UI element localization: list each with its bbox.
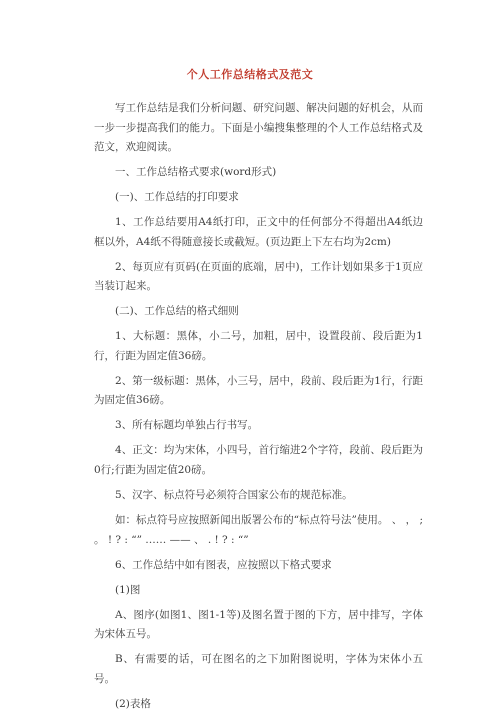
paragraph-body-text-style: 4、正文：均为宋体，小四号，首行缩进2个字符，段前、段后距为0行;行距为固定值20磅。 xyxy=(94,444,423,477)
paragraph-main-title-style: 1、大标题：黑体，小二号，加粗，居中，设置段前、段后距为1行，行距为固定值36磅。 xyxy=(94,330,423,362)
paragraph-first-level-heading-style: 2、第一级标题：黑体，小三号，居中，段前、段后距为1行，行距为固定值36磅。 xyxy=(94,374,423,407)
paragraph-table-heading: (2)表格 xyxy=(115,697,151,710)
document-body xyxy=(94,99,423,714)
paragraph-page-numbers: 2、每页应有页码(在页面的底端，居中)，工作计划如果多于1页应当装订起来。 xyxy=(94,260,423,293)
section-heading-format-requirements: 一、工作总结格式要求(word形式) xyxy=(115,166,277,179)
paragraph-a4-print: 1、工作总结要用A4纸打印，正文中的任何部分不得超出A4纸边框以外，A4纸不得随意接长或截短。(页边距上下左右均为2cm) xyxy=(94,216,423,248)
paragraph-headings-own-line: 3、所有标题均单独占行书写。 xyxy=(115,419,259,432)
document-title: 个人工作总结格式及范文 xyxy=(186,68,314,81)
paragraph-punctuation-example: 如：标点符号应按照新闻出版署公布的“标点符号法”使用。 、 ， ; 。 ! ? : “” …… —— 、 . ! ? : “” xyxy=(94,513,423,546)
paragraph-figure-heading: (1)图 xyxy=(115,583,141,596)
paragraph-figure-caption-rule: A、图序(如图1、图1-1等)及图名置于图的下方，居中排写，字体为宋体五号。 xyxy=(94,608,423,641)
subsection-heading-print-requirements: (一)、工作总结的打印要求 xyxy=(115,191,239,204)
subsection-heading-format-details: (二)、工作总结的格式细则 xyxy=(115,305,239,318)
paragraph-figures-tables: 6、工作总结中如有图表，应按照以下格式要求 xyxy=(115,558,332,571)
intro-paragraph: 写工作总结是我们分析问题、研究问题、解决问题的好机会，从而一步一步提高我们的能力。下面是小编搜集整理的个人工作总结格式及范文，欢迎阅读。 xyxy=(94,102,423,154)
paragraph-figure-note-rule: B、有需要的话，可在图名的之下加附图说明，字体为宋体小五号。 xyxy=(94,653,423,685)
paragraph-punctuation-standard: 5、汉字、标点符号必须符合国家公布的规范标准。 xyxy=(115,489,353,501)
